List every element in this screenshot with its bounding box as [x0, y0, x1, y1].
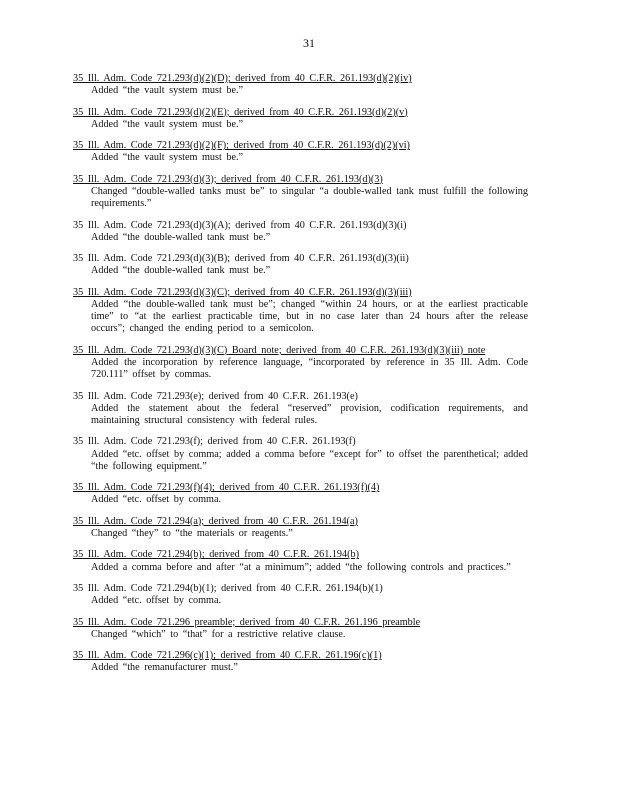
entry-citation: 35 Ill. Adm. Code 721.293(d)(3)(B); derived from 40 C.F.R. 261.193(d)(3)(ii)	[73, 253, 409, 265]
entry-change-note: Changed “they” to “the materials or reagents.”	[91, 527, 293, 539]
entry-citation: 35 Ill. Adm. Code 721.293(d)(3)(A); derived from 40 C.F.R. 261.193(d)(3)(i)	[73, 219, 407, 231]
entry-citation: 35 Ill. Adm. Code 721.293(d)(2)(E); derived from 40 C.F.R. 261.193(d)(2)(v)	[73, 106, 408, 118]
entry-change-note: Added “etc. offset by comma; added a comma before “except for” to offset the parenthetical; added “the following equipment.”	[91, 448, 528, 472]
entry-change-note: Added “the remanufacturer must.”	[91, 662, 238, 674]
amendment-list	[73, 73, 528, 684]
entry-change-note: Added “the vault system must be.”	[91, 85, 244, 97]
entry-citation: 35 Ill. Adm. Code 721.293(e); derived from 40 C.F.R. 261.193(e)	[73, 390, 358, 402]
entry-citation: 35 Ill. Adm. Code 721.293(f); derived from 40 C.F.R. 261.193(f)	[73, 436, 356, 448]
amendment-entry	[73, 253, 528, 277]
entry-citation: 35 Ill. Adm. Code 721.293(d)(3)(C) Board note; derived from 40 C.F.R. 261.193(d)(3)(iii) note	[73, 344, 486, 356]
entry-change-note: Added “the double-walled tank must be.”	[91, 265, 271, 277]
entry-citation: 35 Ill. Adm. Code 721.294(b)(1); derived from 40 C.F.R. 261.194(b)(1)	[73, 582, 383, 594]
entry-change-note: Added “etc. offset by comma.	[91, 494, 222, 506]
entry-change-note: Added “the vault system must be.”	[91, 118, 244, 130]
page-number: 31	[303, 36, 315, 50]
entry-citation: 35 Ill. Adm. Code 721.294(b); derived from 40 C.F.R. 261.194(b)	[73, 549, 359, 561]
entry-change-note: Added the incorporation by reference language, “incorporated by reference in 35 Ill. Adm. Code 720.111” offset by commas.	[91, 356, 528, 381]
amendment-entry	[73, 583, 528, 607]
entry-citation: 35 Ill. Adm. Code 721.293(d)(2)(F); derived from 40 C.F.R. 261.193(d)(2)(vi)	[73, 140, 410, 152]
entry-citation: 35 Ill. Adm. Code 721.294(a); derived from 40 C.F.R. 261.194(a)	[73, 515, 358, 527]
amendment-entry	[73, 174, 528, 211]
entry-citation: 35 Ill. Adm. Code 721.293(f)(4); derived from 40 C.F.R. 261.193(f)(4)	[73, 482, 380, 494]
amendment-entry	[73, 617, 528, 641]
entry-change-note: Added “the double-walled tank must be”; changed “within 24 hours, or at the earliest practicable time” to “at the earliest practicable time, but in no case later than 24 hours after the release occurs”; changed the ending period to a semicolon.	[91, 298, 528, 335]
entry-citation: 35 Ill. Adm. Code 721.293(d)(3)(C); derived from 40 C.F.R. 261.193(d)(3)(iii)	[73, 286, 412, 298]
entry-citation: 35 Ill. Adm. Code 721.293(d)(2)(D); derived from 40 C.F.R. 261.193(d)(2)(iv)	[73, 73, 412, 84]
amendment-entry	[73, 220, 528, 244]
amendment-entry	[73, 140, 528, 164]
entry-change-note: Added the statement about the federal “reserved” provision, codification requirements, and maintaining structural consistency with federal rules.	[91, 402, 528, 426]
entry-change-note: Added “the vault system must be.”	[91, 152, 244, 164]
amendment-entry	[73, 73, 528, 97]
entry-change-note: Changed “double-walled tanks must be” to singular “a double-walled tank must fulfill the following requirements.”	[91, 185, 528, 210]
amendment-entry	[73, 482, 528, 506]
amendment-entry	[73, 436, 528, 473]
entry-change-note: Added “the double-walled tank must be.”	[91, 231, 271, 243]
amendment-entry	[73, 549, 528, 573]
amendment-entry	[73, 391, 528, 428]
amendment-entry	[73, 107, 528, 131]
amendment-entry	[73, 650, 528, 674]
entry-citation: 35 Ill. Adm. Code 721.296(c)(1); derived from 40 C.F.R. 261.196(c)(1)	[73, 650, 382, 662]
entry-change-note: Added a comma before and after “at a minimum”; added “the following controls and practices.”	[91, 561, 511, 573]
amendment-entry	[73, 287, 528, 336]
amendment-entry	[73, 345, 528, 382]
entry-citation: 35 Ill. Adm. Code 721.296 preamble; derived from 40 C.F.R. 261.196 preamble	[73, 616, 421, 628]
entry-change-note: Changed “which” to “that” for a restrictive relative clause.	[91, 628, 346, 640]
entry-change-note: Added “etc. offset by comma.	[91, 595, 222, 607]
entry-citation: 35 Ill. Adm. Code 721.293(d)(3); derived from 40 C.F.R. 261.193(d)(3)	[73, 173, 383, 185]
amendment-entry	[73, 516, 528, 540]
